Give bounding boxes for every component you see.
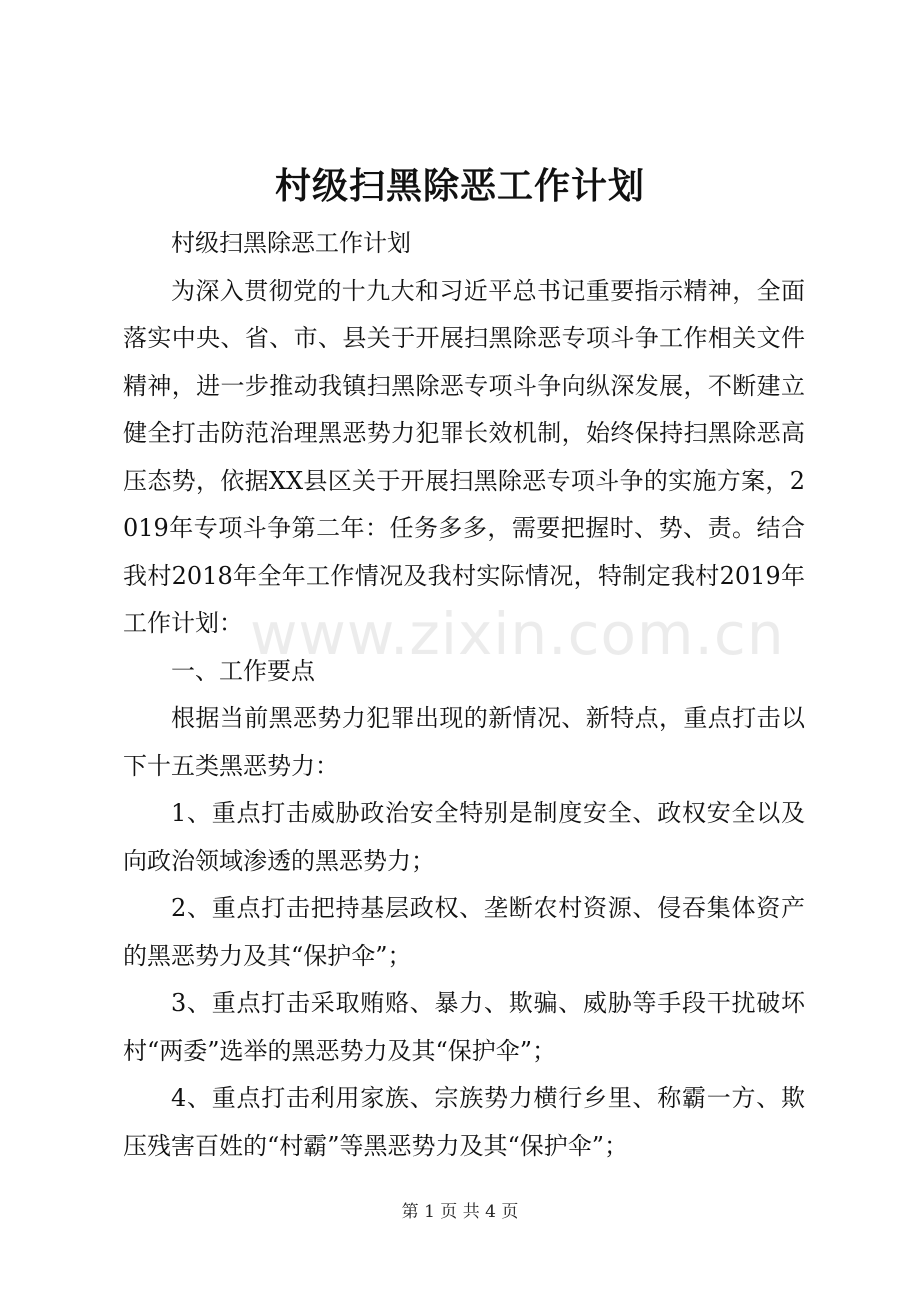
- watermark: www.zixin.com.cn: [250, 600, 785, 668]
- list-item-2: 2、重点打击把持基层政权、垄断农村资源、侵吞集体资产的黑恶势力及其“保护伞”；: [123, 894, 805, 970]
- paragraph-intro: 为深入贯彻党的十九大和习近平总书记重要指示精神，全面落实中央、省、市、县关于开展扫黑除恶专项斗争工作相关文件精神，进一步推动我镇扫黑除恶专项斗争向纵深发展，不断建立健全打击防范治理黑恶势力犯罪长效机制，始终保持扫黑除恶高压态势，依据XX县区关于开展扫黑除恶专项斗争的实施方案，2019年专项斗争第二年：任务多多，需要把握时、势、责。结合我村2018年全年工作情况及我村实际情况，特制定我村2019年工作计划：: [123, 276, 805, 637]
- section-heading-work-points: 一、工作要点: [171, 656, 315, 685]
- list-item-4: 4、重点打击利用家族、宗族势力横行乡里、称霸一方、欺压残害百姓的“村霸”等黑恶势力及其“保护伞”；: [123, 1084, 805, 1160]
- paragraph-subtitle: 村级扫黑除恶工作计划: [171, 229, 411, 257]
- paragraph-work-points-intro: 根据当前黑恶势力犯罪出现的新情况、新特点，重点打击以下十五类黑恶势力：: [123, 704, 805, 780]
- list-item-3: 3、重点打击采取贿赂、暴力、欺骗、威胁等手段干扰破坏村“两委”选举的黑恶势力及其“保护伞”；: [123, 989, 805, 1065]
- document-title: 村级扫黑除恶工作计划: [274, 165, 645, 207]
- page-footer: 第 1 页 共 4 页: [401, 1202, 519, 1222]
- document-body: [123, 220, 805, 1170]
- list-item-1: 1、重点打击威胁政治安全特别是制度安全、政权安全以及向政治领域渗透的黑恶势力；: [123, 799, 805, 875]
